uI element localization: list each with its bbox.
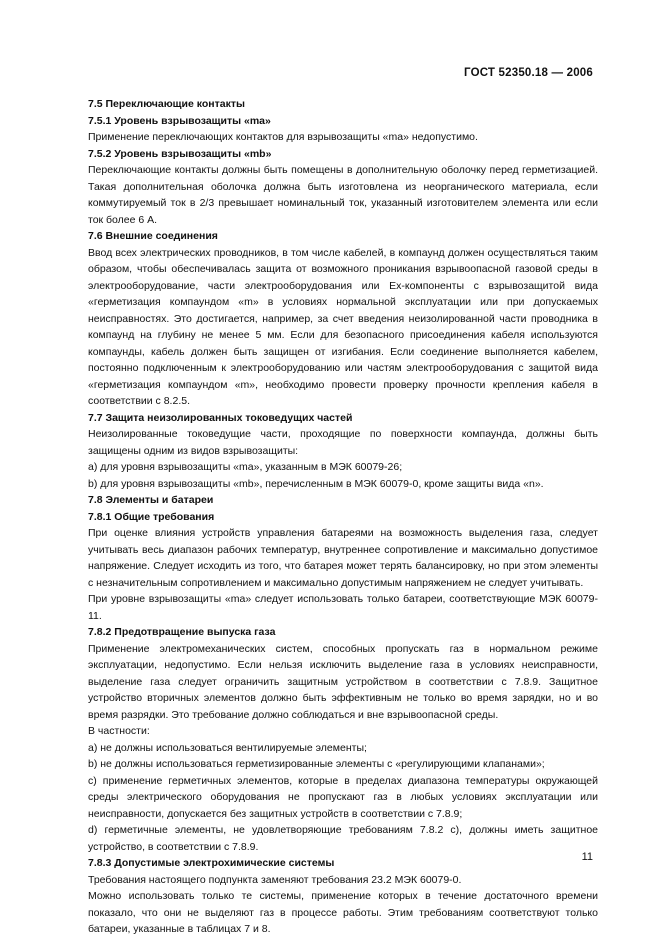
paragraph: d) герметичные элементы, не удовлетворяющие требованиям 7.8.2 c), должны иметь защитное устройство, в соответствии с 7.8.9.: [88, 824, 598, 853]
section-heading: 7.8.1 Общие требования: [88, 510, 215, 523]
paragraph: При оценке влияния устройств управления батареями на возможность выделения газа, следует учитывать весь диапазон рабочих температур, внутреннее сопротивление и максимально допустимое напряжение. Следует исходить из того, что батарея может терять балансировку, но при этом элементы с незначительным сопротивлением и максимально допустимым напряжением не следует учитывать.: [88, 527, 598, 589]
section-heading: 7.6 Внешние соединения: [88, 230, 218, 242]
section-heading: 7.7 Защита неизолированных токоведущих частей: [88, 411, 353, 424]
section-heading: 7.8 Элементы и батареи: [88, 494, 214, 506]
section-heading: 7.8.2 Предотвращение выпуска газа: [88, 626, 276, 638]
paragraph: Применение электромеханических систем, способных пропускать газ в нормальном режиме эксплуатации, недопустимо. Если нельзя исключить выделение газа в условиях неисправности, выделение газа следует ограничить защитным устройством в соответствии с 7.8.9. Защитное устройство вторичных элементов должно быть эффективным не только во время зарядки, но и во время разрядки. Это требование должно соблюдаться и вне взрывоопасной среды.: [88, 642, 598, 721]
paragraph: c) применение герметичных элементов, которые в пределах диапазона температуры окружающей среды электрического оборудования не пропускают газ в любых условиях эксплуатации или неисправности, допускается без защитных устройств в соответствии с 7.8.9;: [88, 774, 598, 820]
section-heading: 7.5.2 Уровень взрывозащиты «mb»: [88, 147, 272, 160]
page-number: 11: [581, 851, 593, 863]
paragraph: b) не должны использоваться герметизированные элементы с «регулирующими клапанами»;: [88, 758, 545, 770]
section-heading: 7.8.3 Допустимые электрохимические системы: [88, 857, 335, 869]
paragraph: Неизолированные токоведущие части, проходящие по поверхности компаунда, должны быть защищены одним из видов взрывозащиты:: [88, 428, 598, 457]
document-header: ГОСТ 52350.18 — 2006: [464, 67, 593, 79]
paragraph: Применение переключающих контактов для взрывозащиты «ma» недопустимо.: [88, 131, 478, 143]
paragraph: Переключающие контакты должны быть помещены в дополнительную оболочку перед герметизацией. Такая дополнительная оболочка должна быть изготовлена из неорганического материала, если коммутируемый ток в 2/3 превышает номинальный ток, указанный изготовителем элемента или если ток более 6 А.: [88, 164, 598, 226]
paragraph: В частности:: [88, 725, 150, 737]
paragraph: Можно использовать только те системы, применение которых в течение достаточного времени показало, что они не выделяют газ в процессе работы. Этим требованиям соответствуют только батареи, указанные в таблицах 7 и 8.: [88, 890, 598, 935]
paragraph: b) для уровня взрывозащиты «mb», перечисленным в МЭК 60079-0, кроме защиты вида «n».: [88, 477, 544, 490]
paragraph: a) не должны использоваться вентилируемые элементы;: [88, 741, 367, 754]
paragraph: Требования настоящего подпункта заменяют требования 23.2 МЭК 60079-0.: [88, 873, 462, 886]
paragraph: При уровне взрывозащиты «ma» следует использовать только батареи, соответствующие МЭК 60079-11.: [88, 593, 598, 622]
paragraph: a) для уровня взрывозащиты «ma», указанным в МЭК 60079-26;: [88, 461, 403, 473]
paragraph: Ввод всех электрических проводников, в том числе кабелей, в компаунд должен осуществляться таким образом, чтобы обеспечивалась защита от возможного проникания взрывоопасной газовой среды в электрооборудование, части электрооборудования или Ex-компоненты с взрывозащитой вида «герметизация компаундом «m» в условиях нормальной эксплуатации или при допускаемых неисправностях. Это достигается, например, за счет введения неизолированной части проводника в компаунд на глубину не менее 5 мм. Если для безопасного присоединения кабеля используются компаунды, кабель должен быть защищен от изгибания. Если соединение выполняется кабелем, постоянно подключенным к электрооборудованию или частям электрооборудования с защитой вида «герметизация компаундом «m», необходимо провести проверку прочности крепления кабеля в соответствии с 8.2.5.: [88, 246, 598, 407]
section-heading: 7.5 Переключающие контакты: [88, 98, 245, 110]
document-body: [88, 96, 598, 938]
section-heading: 7.5.1 Уровень взрывозащиты «ma»: [88, 114, 271, 127]
